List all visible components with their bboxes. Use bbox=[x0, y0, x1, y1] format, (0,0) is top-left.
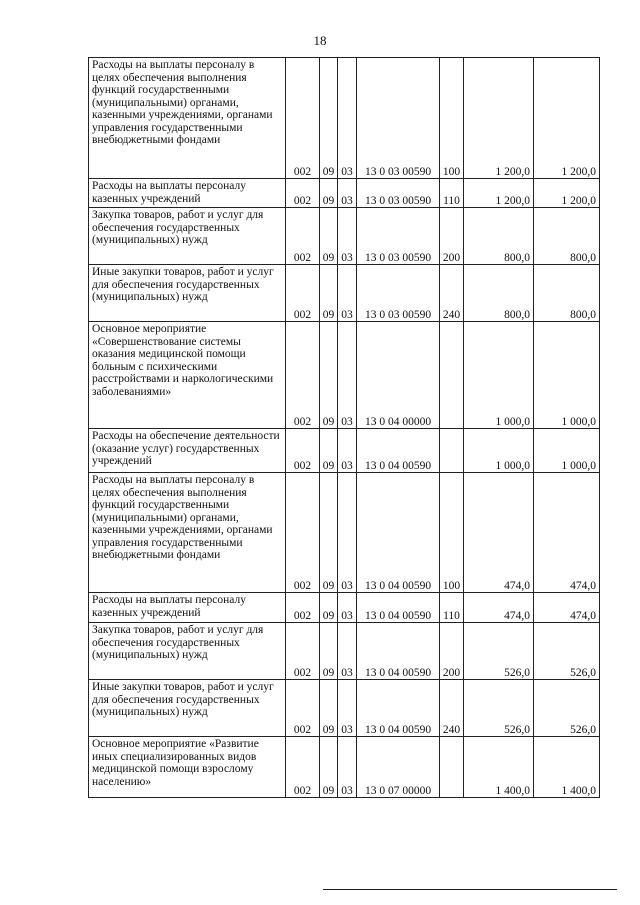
row-sum2: 474,0 bbox=[534, 473, 600, 593]
row-csr: 13 0 07 00000 bbox=[357, 737, 440, 798]
row-vr bbox=[440, 737, 464, 798]
row-vr: 110 bbox=[440, 179, 464, 208]
row-rz: 09 bbox=[320, 179, 338, 208]
row-name: Расходы на выплаты персоналу казенных учреждений bbox=[89, 593, 286, 623]
row-pr: 03 bbox=[338, 429, 357, 473]
row-sum2: 526,0 bbox=[534, 623, 600, 680]
row-sum2: 1 000,0 bbox=[534, 322, 600, 429]
row-vr: 240 bbox=[440, 680, 464, 737]
row-csr: 13 0 03 00590 bbox=[357, 179, 440, 208]
row-pr: 03 bbox=[338, 680, 357, 737]
row-pr: 03 bbox=[338, 265, 357, 322]
row-pr: 03 bbox=[338, 737, 357, 798]
row-sum1: 1 000,0 bbox=[464, 429, 534, 473]
row-gr: 002 bbox=[286, 179, 320, 208]
table-row bbox=[89, 58, 600, 179]
budget-table bbox=[88, 57, 600, 798]
row-pr: 03 bbox=[338, 58, 357, 179]
row-pr: 03 bbox=[338, 208, 357, 265]
row-vr bbox=[440, 429, 464, 473]
row-name: Закупка товаров, работ и услуг для обеспечения государственных (муниципальных) нужд bbox=[89, 623, 286, 680]
table-row bbox=[89, 429, 600, 473]
row-name: Расходы на выплаты персоналу в целях обеспечения выполнения функций государственными (муниципальными) органами, казенными учреждениями, органами управления государственными внебюджетными фондами bbox=[89, 473, 286, 593]
row-rz: 09 bbox=[320, 680, 338, 737]
row-pr: 03 bbox=[338, 593, 357, 623]
table-row bbox=[89, 737, 600, 798]
row-name: Основное мероприятие «Развитие иных специализированных видов медицинской помощи взрослому населению» bbox=[89, 737, 286, 798]
row-sum1: 800,0 bbox=[464, 208, 534, 265]
row-csr: 13 0 04 00590 bbox=[357, 593, 440, 623]
row-gr: 002 bbox=[286, 58, 320, 179]
row-csr: 13 0 03 00590 bbox=[357, 208, 440, 265]
row-sum2: 1 200,0 bbox=[534, 58, 600, 179]
table-row bbox=[89, 473, 600, 593]
row-vr: 200 bbox=[440, 208, 464, 265]
budget-table-body bbox=[89, 58, 600, 798]
row-name: Иные закупки товаров, работ и услуг для обеспечения государственных (муниципальных) нужд bbox=[89, 265, 286, 322]
row-vr: 100 bbox=[440, 473, 464, 593]
table-row bbox=[89, 623, 600, 680]
row-csr: 13 0 04 00590 bbox=[357, 680, 440, 737]
row-gr: 002 bbox=[286, 429, 320, 473]
row-pr: 03 bbox=[338, 623, 357, 680]
row-sum2: 526,0 bbox=[534, 680, 600, 737]
row-rz: 09 bbox=[320, 737, 338, 798]
row-gr: 002 bbox=[286, 737, 320, 798]
row-sum1: 1 200,0 bbox=[464, 58, 534, 179]
row-rz: 09 bbox=[320, 58, 338, 179]
row-csr: 13 0 03 00590 bbox=[357, 58, 440, 179]
row-gr: 002 bbox=[286, 623, 320, 680]
row-vr: 240 bbox=[440, 265, 464, 322]
row-sum1: 800,0 bbox=[464, 265, 534, 322]
row-sum2: 800,0 bbox=[534, 265, 600, 322]
row-rz: 09 bbox=[320, 265, 338, 322]
row-sum1: 474,0 bbox=[464, 593, 534, 623]
row-name: Расходы на выплаты персоналу казенных учреждений bbox=[89, 179, 286, 208]
row-name: Расходы на выплаты персоналу в целях обеспечения выполнения функций государственными (муниципальными) органами, казенными учреждениями, органами управления государственными внебюджетными фондами bbox=[89, 58, 286, 179]
row-csr: 13 0 04 00590 bbox=[357, 473, 440, 593]
row-gr: 002 bbox=[286, 208, 320, 265]
row-sum1: 1 400,0 bbox=[464, 737, 534, 798]
row-rz: 09 bbox=[320, 429, 338, 473]
row-sum2: 800,0 bbox=[534, 208, 600, 265]
row-gr: 002 bbox=[286, 593, 320, 623]
row-sum1: 526,0 bbox=[464, 680, 534, 737]
table-row bbox=[89, 179, 600, 208]
footer-rule bbox=[323, 889, 617, 890]
row-csr: 13 0 04 00590 bbox=[357, 429, 440, 473]
row-vr: 200 bbox=[440, 623, 464, 680]
table-row bbox=[89, 208, 600, 265]
table-row bbox=[89, 680, 600, 737]
table-row bbox=[89, 322, 600, 429]
row-vr: 100 bbox=[440, 58, 464, 179]
row-name: Закупка товаров, работ и услуг для обеспечения государственных (муниципальных) нужд bbox=[89, 208, 286, 265]
page-number: 18 bbox=[313, 33, 327, 48]
row-sum1: 526,0 bbox=[464, 623, 534, 680]
row-vr: 110 bbox=[440, 593, 464, 623]
row-rz: 09 bbox=[320, 593, 338, 623]
row-sum2: 1 000,0 bbox=[534, 429, 600, 473]
row-pr: 03 bbox=[338, 179, 357, 208]
row-gr: 002 bbox=[286, 265, 320, 322]
row-name: Основное мероприятие «Совершенствование системы оказания медицинской помощи больным с психическими расстройствами и наркологическими заболеваниями» bbox=[89, 322, 286, 429]
row-csr: 13 0 04 00000 bbox=[357, 322, 440, 429]
row-csr: 13 0 03 00590 bbox=[357, 265, 440, 322]
row-gr: 002 bbox=[286, 680, 320, 737]
row-sum2: 474,0 bbox=[534, 593, 600, 623]
row-rz: 09 bbox=[320, 322, 338, 429]
row-pr: 03 bbox=[338, 473, 357, 593]
row-sum2: 1 400,0 bbox=[534, 737, 600, 798]
row-sum2: 1 200,0 bbox=[534, 179, 600, 208]
row-gr: 002 bbox=[286, 322, 320, 429]
row-sum1: 474,0 bbox=[464, 473, 534, 593]
row-gr: 002 bbox=[286, 473, 320, 593]
row-rz: 09 bbox=[320, 473, 338, 593]
row-pr: 03 bbox=[338, 322, 357, 429]
row-sum1: 1 200,0 bbox=[464, 179, 534, 208]
row-rz: 09 bbox=[320, 623, 338, 680]
row-rz: 09 bbox=[320, 208, 338, 265]
row-csr: 13 0 04 00590 bbox=[357, 623, 440, 680]
row-name: Расходы на обеспечение деятельности (оказание услуг) государственных учреждений bbox=[89, 429, 286, 473]
row-sum1: 1 000,0 bbox=[464, 322, 534, 429]
table-row bbox=[89, 593, 600, 623]
row-vr bbox=[440, 322, 464, 429]
table-row bbox=[89, 265, 600, 322]
row-name: Иные закупки товаров, работ и услуг для обеспечения государственных (муниципальных) нужд bbox=[89, 680, 286, 737]
